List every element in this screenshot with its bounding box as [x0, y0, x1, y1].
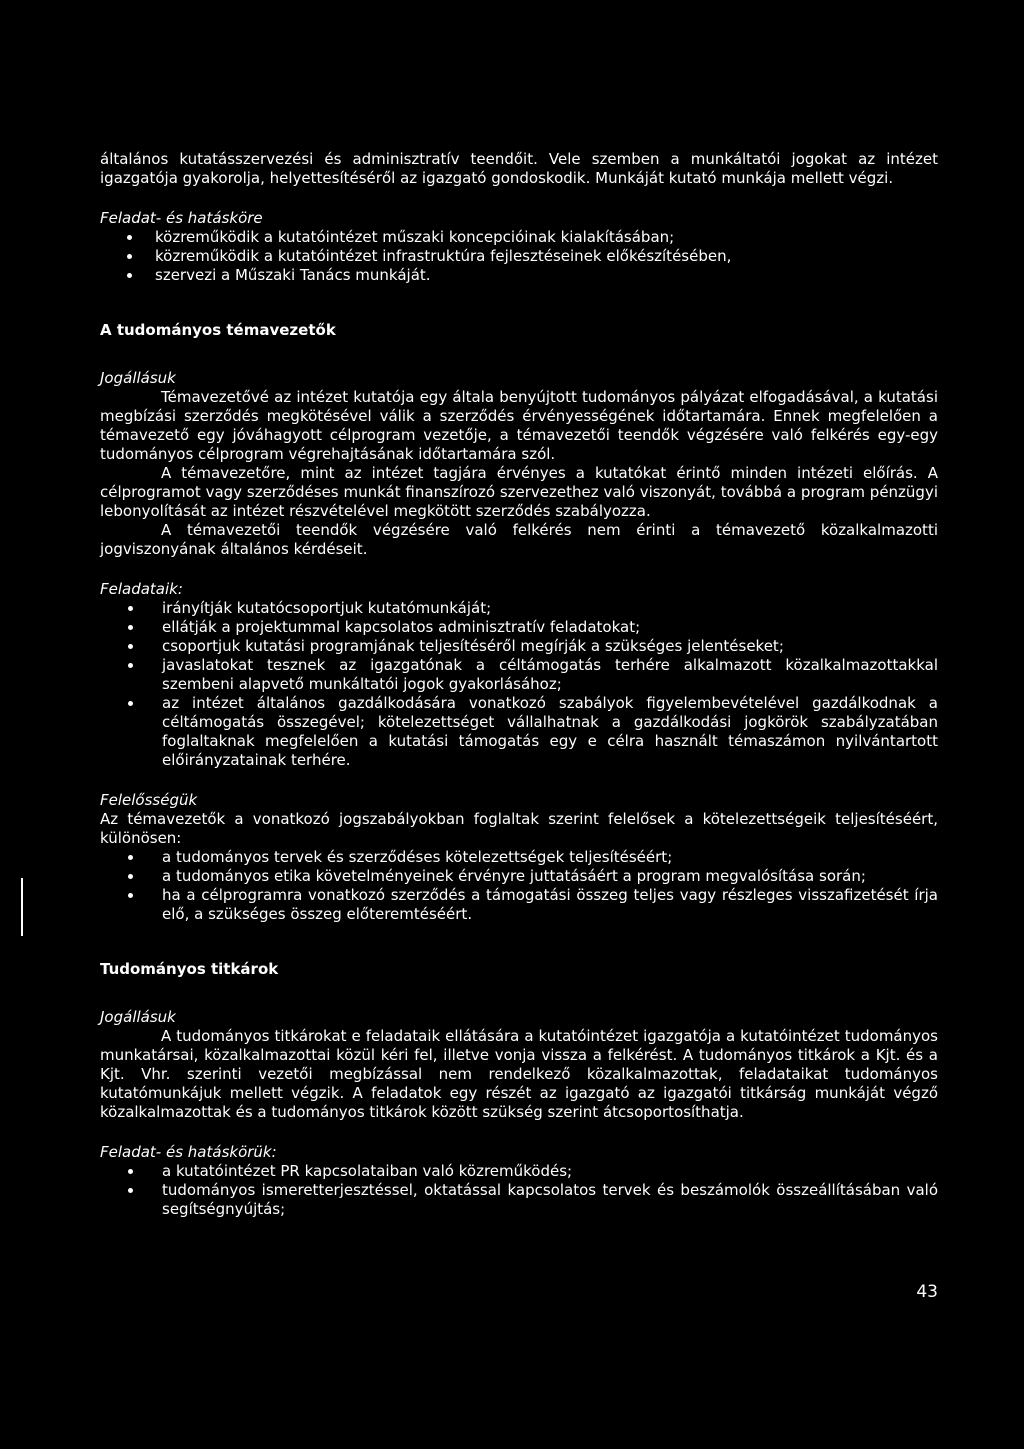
list-item: szervezi a Műszaki Tanács munkáját.	[100, 266, 938, 285]
list-item: a kutatóintézet PR kapcsolataiban való közreműködés;	[100, 1162, 938, 1181]
list-item: az intézet általános gazdálkodására vonatkozó szabályok figyelembevételével gazdálkodnak a céltámogatás összegével; kötelezettséget vállalhatnak a gazdálkodási jogkörök szabályzatában foglaltaknak megfelelően a kutatási támogatás egy e célra használt témaszámon nyilvántartott előirányzatainak terhére.	[100, 694, 938, 770]
section3-status-paragraph: A tudományos titkárokat e feladataik ellátására a kutatóintézet igazgatója a kutatóintézet tudományos munkatársai, közalkalmazottai közül kéri fel, illetve vonja vissza a felkérést. A tudományos titkárok a Kjt. és a Kjt. Vhr. szerinti vezetői megbízással nem rendelkező közalkalmazottak, feladataikat tudományos kutatómunkájuk mellett végzik. A feladatok egy részét az igazgató az igazgatói titkárság munkáját végző közalkalmazottak és a tudományos titkárok között szükség szerint átcsoportosíthatja.	[100, 1027, 938, 1121]
section2-responsibility-subheading: Felelősségük	[100, 791, 198, 809]
list-item: ha a célprogramra vonatkozó szerződés a támogatási összeg teljes vagy részleges visszafizetését írja elő, a szükséges összeg előteremtéséért.	[100, 886, 938, 924]
section1-list	[100, 228, 938, 285]
revision-change-bar	[21, 878, 23, 936]
section1-subheading: Feladat- és hatásköre	[100, 209, 263, 227]
intro-paragraph: általános kutatásszervezési és adminisztratív teendőit. Vele szemben a munkáltatói jogokat az intézet igazgatója gyakorolja, helyettesítéséről az igazgató gondoskodik. Munkáját kutató munkája mellett végzi.	[100, 150, 938, 187]
list-item: a tudományos tervek és szerződéses kötelezettségek teljesítéséért;	[100, 848, 938, 867]
section3-status-subheading: Jogállásuk	[100, 1008, 176, 1026]
section2-tasks-subheading: Feladataik:	[100, 580, 183, 598]
section2-responsibility-intro: Az témavezetők a vonatkozó jogszabályokban foglaltak szerint felelősek a kötelezettségeik teljesítéséért, különösen:	[100, 810, 938, 847]
list-item: közreműködik a kutatóintézet infrastruktúra fejlesztéseinek előkészítésében,	[100, 247, 938, 266]
section2-status-subheading: Jogállásuk	[100, 369, 176, 387]
section2-status-paragraph-1: Témavezetővé az intézet kutatója egy általa benyújtott tudományos pályázat elfogadásával, a kutatási megbízási szerződés megkötésével válik a szerződés érvényességének időtartamára. Ennek megfelelően a témavezető egy jóváhagyott célprogram vezetője, a témavezetői teendők végzésére való felkérés egy-egy tudományos célprogram végrehajtásának időtartamára szól.	[100, 388, 938, 463]
section2-heading: A tudományos témavezetők	[100, 321, 336, 339]
list-item: irányítják kutatócsoportjuk kutatómunkáját;	[100, 599, 938, 618]
section2-status-paragraph-2: A témavezetőre, mint az intézet tagjára érvényes a kutatókat érintő minden intézeti előírás. A célprogramot vagy szerződéses munkát finanszírozó szervezethez való viszonyát, továbbá a program pénzügyi lebonyolítását az intézet részvételével megkötött szerződés szabályozza.	[100, 464, 938, 520]
list-item: a tudományos etika követelményeinek érvényre juttatásáért a program megvalósítása során;	[100, 867, 938, 886]
section2-tasks-list	[100, 599, 938, 770]
section2-responsibility-list	[100, 848, 938, 924]
page-number: 43	[916, 1282, 938, 1302]
list-item: javaslatokat tesznek az igazgatónak a céltámogatás terhére alkalmazott közalkalmazottakkal szembeni alapvető munkáltatói jogok gyakorlásához;	[100, 656, 938, 694]
document-page	[100, 150, 938, 1219]
list-item: csoportjuk kutatási programjának teljesítéséről megírják a szükséges jelentéseket;	[100, 637, 938, 656]
list-item: ellátják a projektummal kapcsolatos adminisztratív feladatokat;	[100, 618, 938, 637]
list-item: közreműködik a kutatóintézet műszaki koncepcióinak kialakításában;	[100, 228, 938, 247]
section2-status-paragraph-3: A témavezetői teendők végzésére való felkérés nem érinti a témavezető közalkalmazotti jogviszonyának általános kérdéseit.	[100, 521, 938, 558]
list-item: tudományos ismeretterjesztéssel, oktatással kapcsolatos tervek és beszámolók összeállításában való segítségnyújtás;	[100, 1181, 938, 1219]
section3-tasks-list	[100, 1162, 938, 1219]
section3-heading: Tudományos titkárok	[100, 960, 279, 978]
section3-tasks-subheading: Feladat- és hatáskörük:	[100, 1143, 277, 1161]
